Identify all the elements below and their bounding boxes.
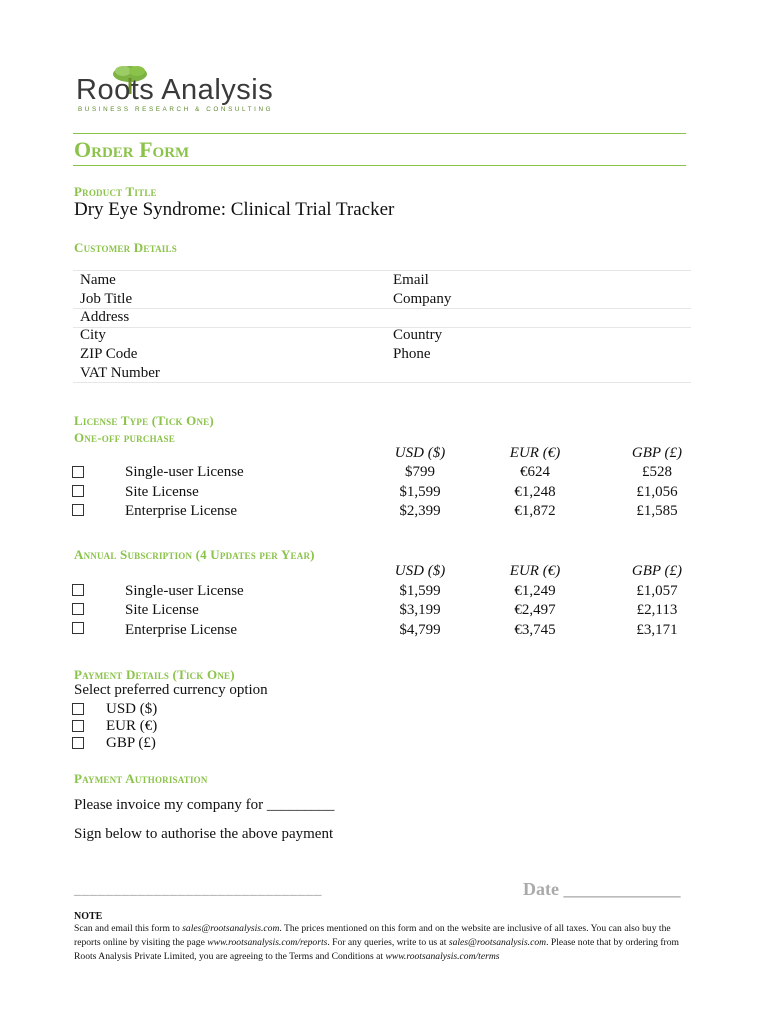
annual-gbp-column-header: GBP (£) <box>631 563 683 579</box>
pay-eur-checkbox[interactable] <box>72 720 84 732</box>
pay-eur-label: EUR (€) <box>106 718 158 734</box>
country-field-label[interactable]: Country <box>393 327 443 343</box>
invoice-line[interactable]: Please invoice my company for _________ <box>74 797 335 813</box>
date-field[interactable]: Date _____________ <box>523 879 681 899</box>
oneoff-enterprise-label: Enterprise License <box>125 503 238 519</box>
annual-enterprise-gbp: £3,171 <box>636 622 678 638</box>
company-logo <box>76 62 274 114</box>
gbp-column-header: GBP (£) <box>631 445 683 461</box>
field-divider <box>73 327 691 328</box>
field-divider <box>73 270 691 271</box>
name-field-label[interactable]: Name <box>80 272 116 288</box>
pay-gbp-label: GBP (£) <box>106 735 156 751</box>
eur-column-header: EUR (€) <box>509 445 561 461</box>
email-field-label[interactable]: Email <box>393 272 429 288</box>
logo-name: Roots Analysis <box>76 74 274 106</box>
header-rule-top <box>73 133 686 134</box>
company-field-label[interactable]: Company <box>393 291 452 307</box>
annual-enterprise-eur: €3,745 <box>514 622 556 638</box>
annual-site-gbp: £2,113 <box>636 602 678 618</box>
form-title: Order Form <box>74 137 190 162</box>
annual-heading: Annual Subscription (4 Updates per Year) <box>74 547 315 562</box>
license-heading: License Type (Tick One) <box>74 413 214 428</box>
annual-site-eur: €2,497 <box>514 602 556 618</box>
field-divider <box>73 308 691 309</box>
sales-email-link-2[interactable]: sales@rootsanalysis.com <box>448 937 547 948</box>
zip-field-label[interactable]: ZIP Code <box>80 346 138 362</box>
annual-enterprise-usd: $4,799 <box>399 622 441 638</box>
sales-email-link[interactable]: sales@rootsanalysis.com <box>182 923 280 934</box>
product-heading: Product Title <box>74 184 157 199</box>
annual-eur-column-header: EUR (€) <box>509 563 561 579</box>
city-field-label[interactable]: City <box>80 327 106 343</box>
oneoff-site-gbp: £1,056 <box>636 484 678 500</box>
note-heading: NOTE <box>74 911 103 922</box>
annual-site-label: Site License <box>125 602 199 618</box>
annual-single-user-usd: $1,599 <box>399 583 441 599</box>
annual-site-checkbox[interactable] <box>72 603 84 615</box>
logo-tagline: BUSINESS RESEARCH & CONSULTING <box>78 106 274 113</box>
oneoff-site-eur: €1,248 <box>514 484 556 500</box>
oneoff-single-user-label: Single-user License <box>125 464 244 480</box>
terms-link[interactable]: www.rootsanalysis.com/terms <box>385 951 500 962</box>
usd-column-header: USD ($) <box>394 445 446 461</box>
oneoff-single-user-eur: €624 <box>520 464 550 480</box>
annual-enterprise-label: Enterprise License <box>125 622 238 638</box>
annual-single-user-gbp: £1,057 <box>636 583 678 599</box>
header-rule-bottom <box>73 165 686 166</box>
address-field-label[interactable]: Address <box>80 309 130 325</box>
authorisation-heading: Payment Authorisation <box>74 771 208 786</box>
phone-field-label[interactable]: Phone <box>393 346 431 362</box>
pay-usd-label: USD ($) <box>106 701 158 717</box>
payment-prompt: Select preferred currency option <box>74 682 268 698</box>
annual-enterprise-checkbox[interactable] <box>72 622 84 634</box>
oneoff-single-user-checkbox[interactable] <box>72 466 84 478</box>
oneoff-enterprise-gbp: £1,585 <box>636 503 678 519</box>
oneoff-enterprise-checkbox[interactable] <box>72 504 84 516</box>
payment-heading: Payment Details (Tick One) <box>74 667 235 682</box>
pay-gbp-checkbox[interactable] <box>72 737 84 749</box>
annual-single-user-eur: €1,249 <box>514 583 556 599</box>
product-title: Dry Eye Syndrome: Clinical Trial Tracker <box>74 199 395 220</box>
customer-heading: Customer Details <box>74 240 177 255</box>
pay-usd-checkbox[interactable] <box>72 703 84 715</box>
oneoff-site-checkbox[interactable] <box>72 485 84 497</box>
oneoff-enterprise-eur: €1,872 <box>514 503 556 519</box>
oneoff-enterprise-usd: $2,399 <box>399 503 441 519</box>
oneoff-single-user-gbp: £528 <box>642 464 672 480</box>
annual-single-user-label: Single-user License <box>125 583 244 599</box>
oneoff-site-label: Site License <box>125 484 199 500</box>
job-title-field-label[interactable]: Job Title <box>80 291 133 307</box>
sign-instruction: Sign below to authorise the above payment <box>74 826 334 842</box>
vat-field-label[interactable]: VAT Number <box>80 365 160 381</box>
signature-line[interactable]: _______________________________ <box>74 882 322 898</box>
annual-site-usd: $3,199 <box>399 602 441 618</box>
annual-single-user-checkbox[interactable] <box>72 584 84 596</box>
oneoff-heading: One-off purchase <box>74 430 175 445</box>
oneoff-single-user-usd: $799 <box>405 464 435 480</box>
annual-usd-column-header: USD ($) <box>394 563 446 579</box>
field-divider <box>73 382 691 383</box>
oneoff-site-usd: $1,599 <box>399 484 441 500</box>
reports-link[interactable]: www.rootsanalysis.com/reports <box>207 937 328 948</box>
note-text: Scan and email this form to sales@rootsanalysis.com. The prices mentioned on this form and on the website are inclusive of all taxes. You can also buy the reports online by visiting the page www.rootsanalysis.com/reports. For any queries, write to us at sales@rootsanalysis.com. Please note that by ordering from Roots Analysis Private Limited, you are agreeing to the Terms and Conditions at www.rootsanalysis.com/terms <box>74 923 680 962</box>
